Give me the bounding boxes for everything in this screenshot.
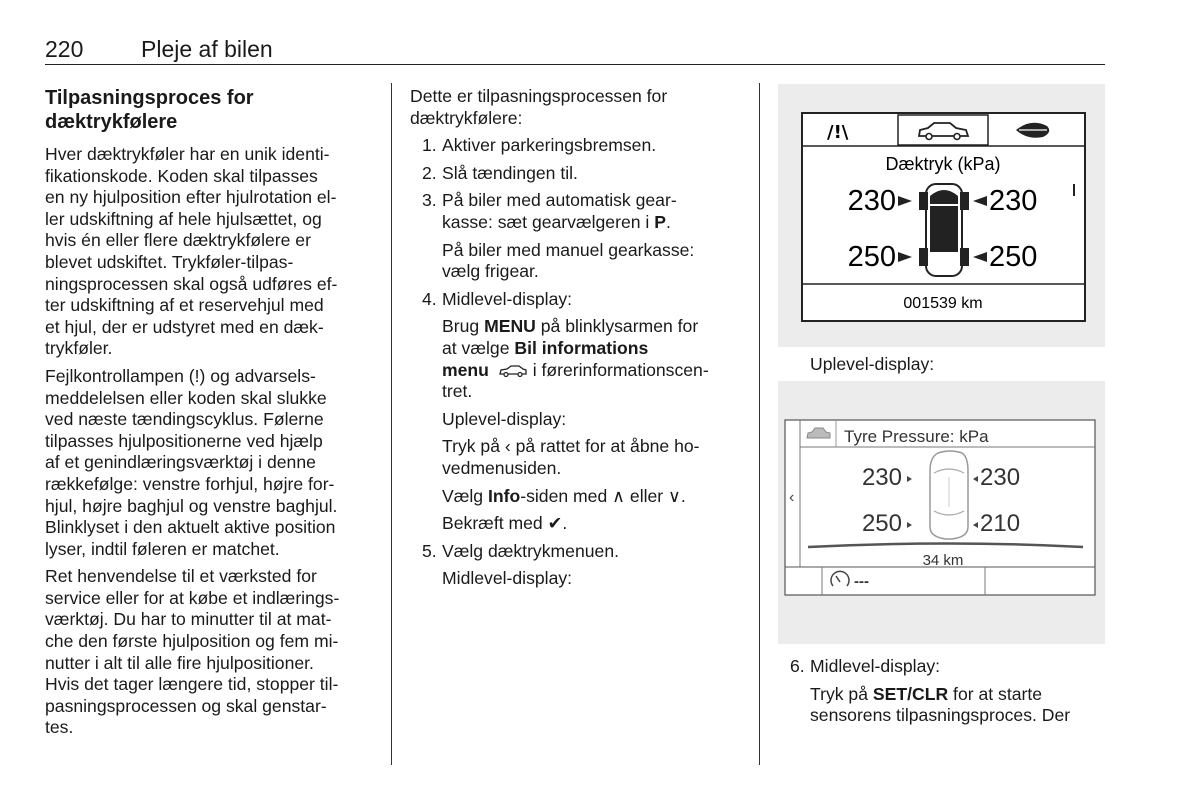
midlevel-display-figure — [778, 84, 1105, 347]
range-readout: 34 km — [922, 552, 964, 569]
column-divider — [759, 83, 760, 765]
rear-right-pressure: 210 — [980, 510, 1021, 537]
column-divider — [391, 83, 392, 765]
step-5: 5. Vælg dæktrykmenuen. — [422, 540, 619, 561]
car-topview-icon — [919, 184, 969, 276]
uplevel-display-figure — [778, 381, 1105, 644]
midlevel-label: Midlevel-display: — [442, 568, 573, 589]
section-heading: Tilpasningsproces for dæktrykfølere — [45, 87, 254, 133]
front-right-pressure: 230 — [980, 464, 1021, 491]
step-6-instruction: Tryk på SET/CLR for at starte sensorens tilpasningsproces. Der — [810, 683, 1071, 726]
step-4: 4. Midlevel-display: — [422, 288, 573, 309]
page-number: 220 — [45, 36, 84, 62]
paragraph: Ret henvendelse til et værksted for service eller for at købe et indlærings- værktøj. Du har to minutter til at mat- che den første hjulposition og fem mi- nutter i alt til alle fire hjulpositioner. Hvis det tager længere tid, stopper til- pasningsprocessen og skal genstar- tes. — [45, 566, 340, 738]
odometer: 001539 km — [903, 295, 983, 312]
car-icon — [498, 364, 528, 377]
column-2 — [410, 86, 750, 596]
paragraph: Fejlkontrollampen (!) og advarsels- meddelelsen eller koden skal slukke ved næste tændingscyklus. Følerne tilpasses hjulpositionerne ved hjælp af et genindlæringsværktøj i denne rækkefølge: venstre forhjul, højre for- hjul, højre baghjul og venstre baghjul. Blinklyset i den aktuelt aktive position lyser, indtil føleren er matchet. — [45, 365, 338, 559]
speed-dashes: --- — [854, 573, 869, 590]
column-1 — [45, 86, 375, 745]
rear-left-pressure: 250 — [861, 510, 902, 537]
rear-left-pressure: 250 — [847, 241, 896, 273]
step-1: 1. Aktiver parkeringsbremsen. — [422, 135, 657, 156]
column-3-text — [778, 656, 1105, 733]
paragraph: Hver dæktrykføler har en unik identi- fikationskode. Koden skal tilpasses en ny hjulposition efter hjulrotation el- ler udskiftning af hele hjulsættet, og hvis én eller flere dæktrykfølere er blevet udskiftet. Trykføler-tilpas- ningsprocessen skal også udføres ef- ter udskiftning af et reservehjul med et hjul, der er udstyret med en dæk- trykføler. — [45, 144, 338, 359]
page-title: Pleje af bilen — [141, 36, 273, 62]
step-4-midlevel: Brug MENU på blinklysarmen for at vælge Bil informations menu i førerinformationscen- tret. — [442, 316, 709, 402]
front-right-pressure: 230 — [989, 185, 1038, 217]
step-6: 6. Midlevel-display: — [790, 656, 941, 676]
uplevel-caption: Uplevel-display: — [810, 354, 935, 374]
front-left-pressure: 230 — [861, 464, 902, 491]
display-title: Tyre Pressure: kPa — [844, 427, 989, 446]
step-3: 3. På biler med automatisk gear- kasse: sæt gearvælgeren i P. — [422, 190, 677, 232]
step-2: 2. Slå tændingen til. — [422, 162, 578, 183]
tryk-instruction: Tryk på ‹ på rattet for at åbne ho- vedmenusiden. — [442, 436, 700, 478]
rear-right-pressure: 250 — [989, 241, 1038, 273]
car-topview-icon — [930, 451, 968, 539]
step-3-manual: På biler med manuel gearkasse: vælg frigear. — [442, 239, 695, 282]
page-header — [45, 34, 1105, 65]
back-chevron: ‹ — [789, 489, 795, 506]
warning-tab-icon: /!\ — [827, 122, 849, 143]
uplevel-label: Uplevel-display: — [442, 408, 567, 429]
front-left-pressure: 230 — [847, 185, 896, 217]
intro-text: Dette er tilpasningsprocessen for dæktrykfølere: — [410, 86, 668, 128]
confirm-instruction: Bekræft med ✔. — [442, 513, 568, 534]
vaelg-instruction: Vælg Info-siden med ∧ eller ∨. — [442, 485, 686, 506]
display-title: Dæktryk (kPa) — [885, 154, 1001, 174]
